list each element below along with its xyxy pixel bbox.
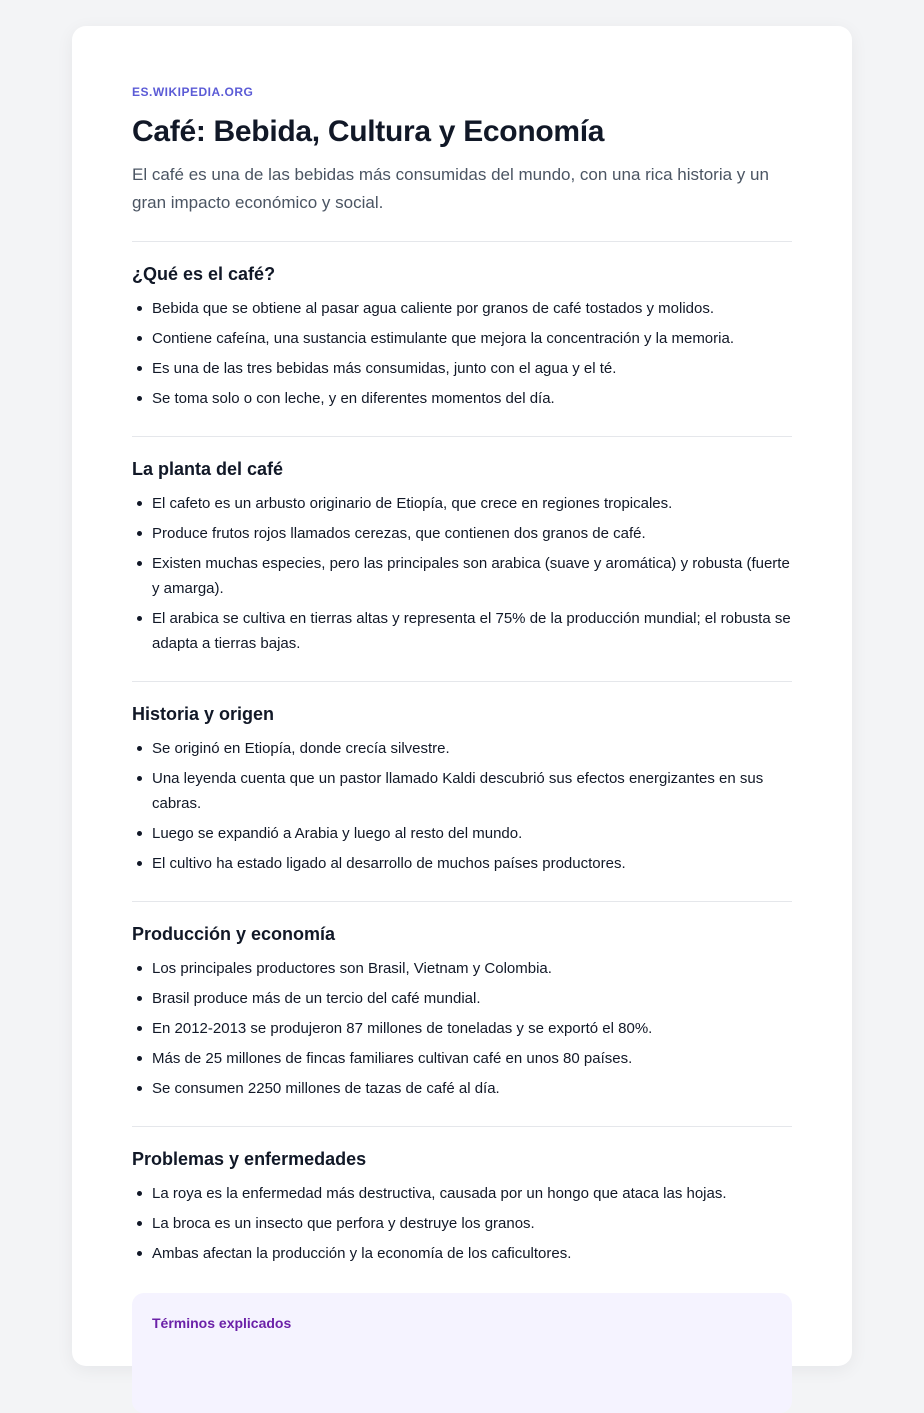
list-item: Luego se expandió a Arabia y luego al resto del mundo. bbox=[152, 821, 792, 846]
list-item: Contiene cafeína, una sustancia estimulante que mejora la concentración y la memoria. bbox=[152, 326, 792, 351]
bullet-list bbox=[132, 956, 792, 1101]
list-item: La roya es la enfermedad más destructiva, causada por un hongo que ataca las hojas. bbox=[152, 1181, 792, 1206]
list-item: Una leyenda cuenta que un pastor llamado Kaldi descubrió sus efectos energizantes en sus cabras. bbox=[152, 766, 792, 816]
bullet-list bbox=[132, 736, 792, 876]
section-que-es bbox=[132, 242, 792, 437]
section-heading: La planta del café bbox=[132, 459, 284, 479]
list-item: Produce frutos rojos llamados cerezas, que contienen dos granos de café. bbox=[152, 521, 792, 546]
list-item: En 2012-2013 se produjeron 87 millones de toneladas y se exportó el 80%. bbox=[152, 1016, 792, 1041]
list-item: Más de 25 millones de fincas familiares cultivan café en unos 80 países. bbox=[152, 1046, 792, 1071]
list-item: Bebida que se obtiene al pasar agua caliente por granos de café tostados y molidos. bbox=[152, 296, 792, 321]
list-item: La broca es un insecto que perfora y destruye los granos. bbox=[152, 1211, 792, 1236]
section-problemas bbox=[132, 1127, 792, 1293]
source-label: ES.WIKIPEDIA.ORG bbox=[132, 85, 254, 99]
section-planta bbox=[132, 437, 792, 682]
list-item: Ambas afectan la producción y la economía de los caficultores. bbox=[152, 1241, 792, 1266]
lead-paragraph: El café es una de las bebidas más consumidas del mundo, con una rica historia y un gran impacto económico y social. bbox=[132, 165, 769, 212]
list-item: Existen muchas especies, pero las principales son arabica (suave y aromática) y robusta (fuerte y amarga). bbox=[152, 551, 792, 601]
terms-heading: Términos explicados bbox=[152, 1315, 292, 1331]
section-produccion bbox=[132, 902, 792, 1127]
list-item: El arabica se cultiva en tierras altas y representa el 75% de la producción mundial; el robusta se adapta a tierras bajas. bbox=[152, 606, 792, 656]
section-heading: ¿Qué es el café? bbox=[132, 264, 276, 284]
article-card bbox=[72, 26, 852, 1366]
list-item: El cafeto es un arbusto originario de Etiopía, que crece en regiones tropicales. bbox=[152, 491, 792, 516]
bullet-list bbox=[132, 296, 792, 411]
section-heading: Problemas y enfermedades bbox=[132, 1149, 367, 1169]
list-item: Se toma solo o con leche, y en diferentes momentos del día. bbox=[152, 386, 792, 411]
list-item: Se consumen 2250 millones de tazas de café al día. bbox=[152, 1076, 792, 1101]
terms-box bbox=[132, 1293, 792, 1413]
bullet-list bbox=[132, 491, 792, 656]
page-title: Café: Bebida, Cultura y Economía bbox=[132, 115, 605, 148]
section-heading: Historia y origen bbox=[132, 704, 275, 724]
list-item: Se originó en Etiopía, donde crecía silvestre. bbox=[152, 736, 792, 761]
bullet-list bbox=[132, 1181, 792, 1266]
list-item: Brasil produce más de un tercio del café mundial. bbox=[152, 986, 792, 1011]
list-item: El cultivo ha estado ligado al desarrollo de muchos países productores. bbox=[152, 851, 792, 876]
section-historia bbox=[132, 682, 792, 902]
list-item: Es una de las tres bebidas más consumidas, junto con el agua y el té. bbox=[152, 356, 792, 381]
list-item: Los principales productores son Brasil, Vietnam y Colombia. bbox=[152, 956, 792, 981]
section-heading: Producción y economía bbox=[132, 924, 336, 944]
